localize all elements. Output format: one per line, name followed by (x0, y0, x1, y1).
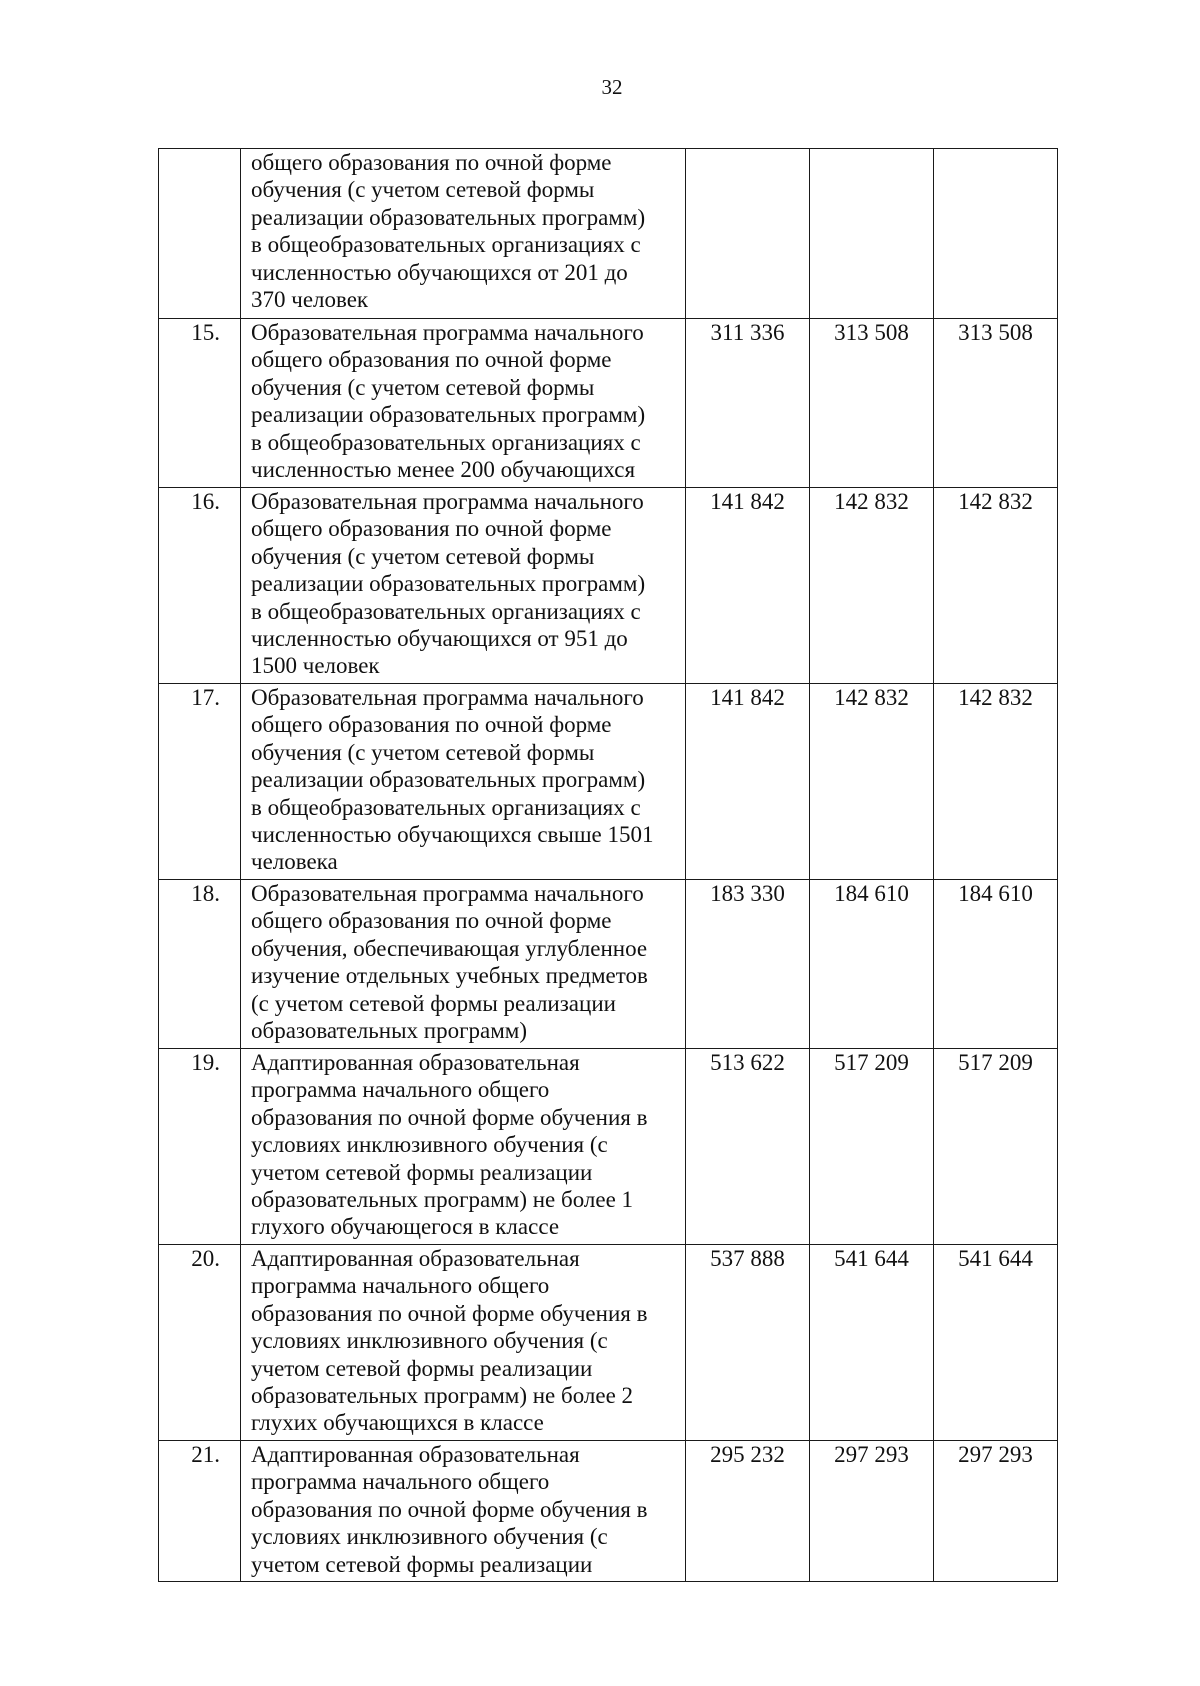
table-row (159, 1441, 1058, 1582)
description-line: общего образования по очной форме (251, 908, 612, 934)
description-line: в общеобразовательных организациях с (251, 232, 641, 258)
row-description (241, 319, 686, 488)
value-1: 295 232 (686, 1441, 810, 1582)
description-line: 370 человек (251, 287, 369, 313)
description-line: глухого обучающегося в классе (251, 1214, 560, 1240)
value-2: 142 832 (810, 684, 934, 880)
value-3 (934, 149, 1058, 319)
table-row (159, 684, 1058, 880)
description-line: Образовательная программа начального (251, 881, 644, 906)
description-line: Адаптированная образовательная (251, 1050, 580, 1075)
description-line: Образовательная программа начального (251, 489, 644, 514)
value-3: 142 832 (934, 684, 1058, 880)
table-row-continued (159, 149, 1058, 319)
page-number: 32 (601, 75, 623, 99)
value-1: 141 842 (686, 488, 810, 684)
row-number: 20. (159, 1245, 241, 1441)
description-line: образования по очной форме обучения в (251, 1300, 648, 1326)
description-line: численностью обучающихся свыше 1501 (251, 822, 654, 848)
description-line: численностью обучающихся от 951 до (251, 626, 628, 652)
description-line: образования по очной форме обучения в (251, 1104, 648, 1130)
value-1 (686, 149, 810, 319)
description-line: (с учетом сетевой формы реализации (251, 990, 616, 1016)
description-line: численностью обучающихся от 201 до (251, 259, 628, 285)
table-row (159, 319, 1058, 488)
value-2: 541 644 (810, 1245, 934, 1441)
description-line: в общеобразовательных организациях с (251, 598, 641, 624)
table-row (159, 1245, 1058, 1441)
description-line: обучения, обеспечивающая углубленное (251, 935, 648, 961)
description-line: условиях инклюзивного обучения (с (251, 1524, 608, 1550)
description-line: Образовательная программа начального (251, 320, 644, 345)
row-description (241, 1049, 686, 1245)
row-number: 19. (159, 1049, 241, 1245)
description-line: реализации образовательных программ) (251, 571, 646, 597)
row-description (241, 684, 686, 880)
value-2 (810, 149, 934, 319)
value-2: 184 610 (810, 880, 934, 1049)
value-3: 297 293 (934, 1441, 1058, 1582)
description-line: Образовательная программа начального (251, 685, 644, 710)
description-line: условиях инклюзивного обучения (с (251, 1132, 608, 1158)
value-2: 517 209 (810, 1049, 934, 1245)
row-description (241, 1245, 686, 1441)
value-1: 311 336 (686, 319, 810, 488)
description-line: учетом сетевой формы реализации (251, 1551, 593, 1577)
description-line: численностью менее 200 обучающихся (251, 457, 636, 483)
description-line: программа начального общего (251, 1077, 550, 1103)
description-line: Адаптированная образовательная (251, 1246, 580, 1271)
row-number (159, 149, 241, 319)
description-line: в общеобразовательных организациях с (251, 429, 641, 455)
value-1: 141 842 (686, 684, 810, 880)
description-line: изучение отдельных учебных предметов (251, 963, 648, 989)
description-line: программа начального общего (251, 1469, 550, 1495)
description-line: общего образования по очной форме (251, 712, 612, 738)
value-2: 297 293 (810, 1441, 934, 1582)
description-line: общего образования по очной форме (251, 150, 612, 175)
table-row (159, 880, 1058, 1049)
description-line: образовательных программ) (251, 1018, 527, 1044)
row-description (241, 1441, 686, 1582)
description-line: общего образования по очной форме (251, 347, 612, 373)
description-line: образовательных программ) не более 2 (251, 1383, 634, 1409)
description-line: человека (251, 849, 338, 875)
value-3: 541 644 (934, 1245, 1058, 1441)
description-line: глухих обучающихся в классе (251, 1410, 544, 1436)
value-3: 184 610 (934, 880, 1058, 1049)
table-row (159, 488, 1058, 684)
value-3: 517 209 (934, 1049, 1058, 1245)
row-number: 21. (159, 1441, 241, 1582)
row-number: 18. (159, 880, 241, 1049)
description-line: обучения (с учетом сетевой формы (251, 374, 595, 400)
value-3: 142 832 (934, 488, 1058, 684)
row-number: 16. (159, 488, 241, 684)
description-line: реализации образовательных программ) (251, 402, 646, 428)
row-description (241, 488, 686, 684)
description-line: условиях инклюзивного обучения (с (251, 1328, 608, 1354)
value-1: 183 330 (686, 880, 810, 1049)
description-line: учетом сетевой формы реализации (251, 1159, 593, 1185)
description-line: обучения (с учетом сетевой формы (251, 739, 595, 765)
cost-table (158, 148, 1058, 1582)
row-description (241, 149, 686, 319)
description-line: в общеобразовательных организациях с (251, 794, 641, 820)
row-description (241, 880, 686, 1049)
description-line: учетом сетевой формы реализации (251, 1355, 593, 1381)
row-number: 15. (159, 319, 241, 488)
value-1: 537 888 (686, 1245, 810, 1441)
description-line: реализации образовательных программ) (251, 767, 646, 793)
description-line: Адаптированная образовательная (251, 1442, 580, 1467)
description-line: программа начального общего (251, 1273, 550, 1299)
description-line: обучения (с учетом сетевой формы (251, 177, 595, 203)
description-line: образовательных программ) не более 1 (251, 1187, 634, 1213)
value-1: 513 622 (686, 1049, 810, 1245)
value-2: 313 508 (810, 319, 934, 488)
value-2: 142 832 (810, 488, 934, 684)
description-line: 1500 человек (251, 653, 380, 679)
table-row (159, 1049, 1058, 1245)
description-line: общего образования по очной форме (251, 516, 612, 542)
description-line: обучения (с учетом сетевой формы (251, 543, 595, 569)
description-line: образования по очной форме обучения в (251, 1496, 648, 1522)
row-number: 17. (159, 684, 241, 880)
value-3: 313 508 (934, 319, 1058, 488)
description-line: реализации образовательных программ) (251, 204, 646, 230)
